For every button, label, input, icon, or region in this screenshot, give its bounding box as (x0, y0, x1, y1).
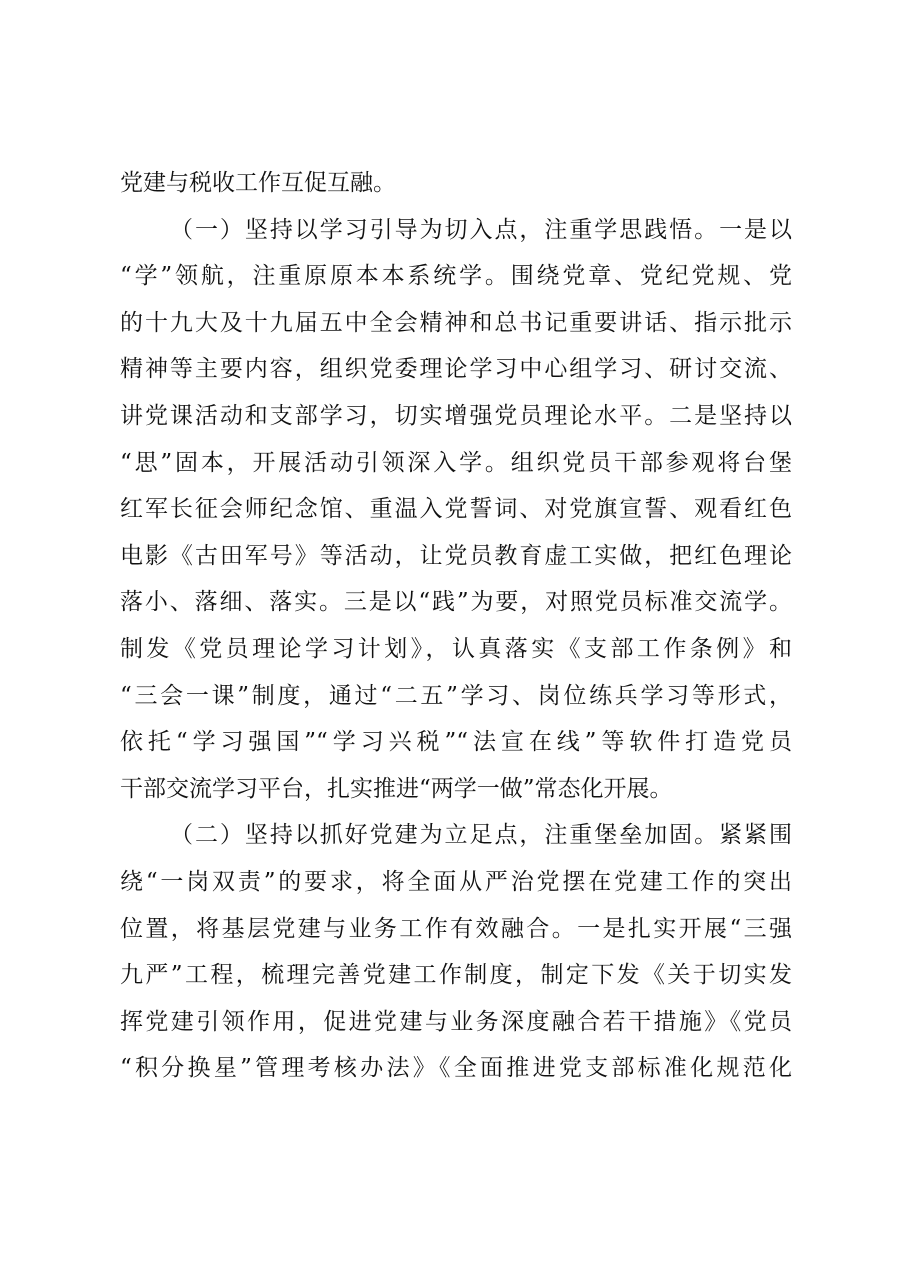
text-line: 讲党课活动和支部学习，切实增强党员理论水平。二是坚持以 (120, 402, 792, 429)
text-line: “思”固本，开展活动引领深入学。组织党员干部参观将台堡 (120, 449, 792, 476)
text-line: 九严”工程，梳理完善党建工作制度，制定下发《关于切实发 (120, 962, 792, 989)
document-body (120, 160, 792, 1092)
text-line: 制发《党员理论学习计划》，认真落实《支部工作条例》和 (120, 635, 792, 662)
text-line: “积分换星”管理考核办法》《全面推进党支部标准化规范化 (120, 1055, 792, 1082)
text-line: 红军长征会师纪念馆、重温入党誓词、对党旗宣誓、观看红色 (120, 496, 792, 523)
text-line: 电影《古田军号》等活动，让党员教育虚工实做，把红色理论 (120, 542, 792, 569)
text-line: 的十九大及十九届五中全会精神和总书记重要讲话、指示批示 (120, 309, 792, 336)
text-line: （一）坚持以学习引导为切入点，注重学思践悟。一是以 (170, 216, 792, 243)
text-line: 落小、落细、落实。三是以“践”为要，对照党员标准交流学。 (120, 589, 792, 616)
text-line: （二）坚持以抓好党建为立足点，注重堡垒加固。紧紧围 (170, 822, 792, 849)
text-line: 干部交流学习平台，扎实推进“两学一做”常态化开展。 (120, 775, 673, 802)
text-line: 位置，将基层党建与业务工作有效融合。一是扎实开展“三强 (120, 915, 792, 942)
text-line: 绕“一岗双责”的要求，将全面从严治党摆在党建工作的突出 (120, 868, 792, 895)
text-line: 挥党建引领作用，促进党建与业务深度融合若干措施》《党员 (120, 1008, 792, 1035)
text-line: 精神等主要内容，组织党委理论学习中心组学习、研讨交流、 (120, 356, 792, 383)
text-line: 党建与税收工作互促互融。 (120, 170, 396, 196)
text-line: “学”领航，注重原原本本系统学。围绕党章、党纪党规、党 (120, 263, 792, 290)
text-line: 依托“学习强国”“学习兴税”“法宣在线”等软件打造党员 (120, 729, 792, 756)
text-line: “三会一课”制度，通过“二五”学习、岗位练兵学习等形式， (120, 682, 792, 709)
